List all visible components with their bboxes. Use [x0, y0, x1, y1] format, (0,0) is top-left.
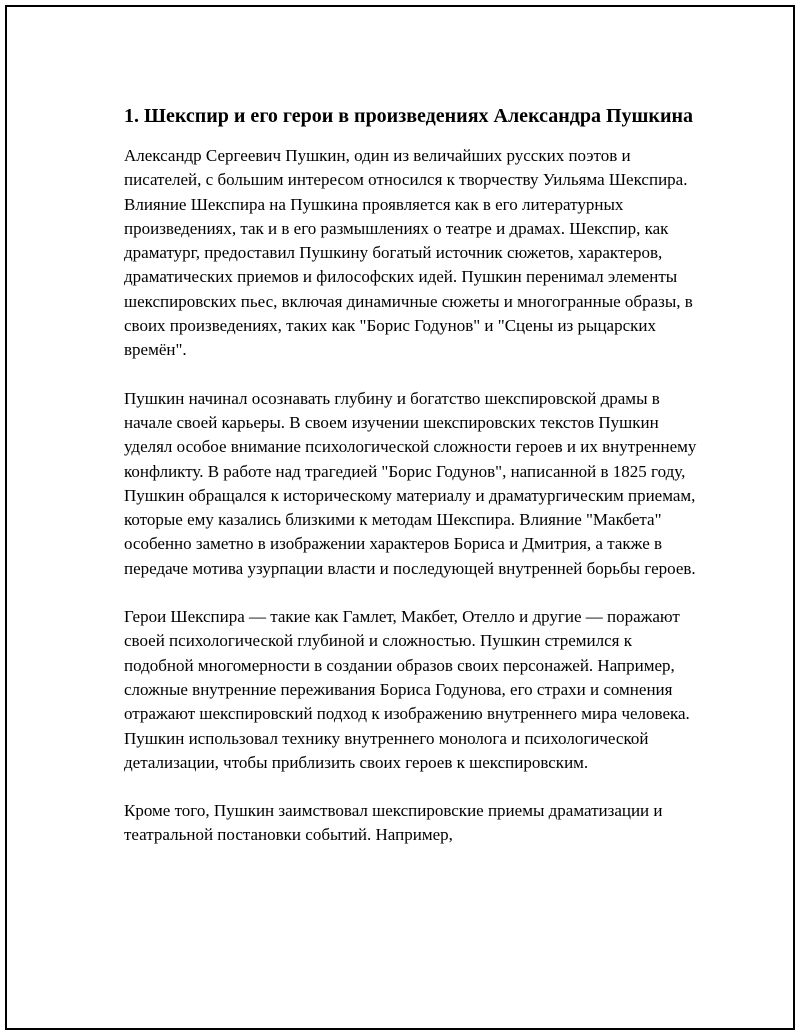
document-body — [124, 103, 699, 872]
document-page — [5, 5, 795, 1030]
paragraph-3: Герои Шекспира — такие как Гамлет, Макбет, Отелло и другие — поражают своей психологической глубиной и сложностью. Пушкин стремился к подобной многомерности в создании образов своих персонажей. Например, сложные внутренние переживания Бориса Годунова, его страхи и сомнения отражают шекспировский подход к изображению внутреннего мира человека. Пушкин использовал технику внутреннего монолога и психологической детализации, чтобы приблизить своих героев к шекспировским. — [124, 607, 690, 772]
paragraph-1: Александр Сергеевич Пушкин, один из величайших русских поэтов и писателей, с большим интересом относился к творчеству Уильяма Шекспира. Влияние Шекспира на Пушкина проявляется как в его литературных произведениях, так и в его размышлениях о театре и драмах. Шекспир, как драматург, предоставил Пушкину богатый источник сюжетов, характеров, драматических приемов и философских идей. Пушкин перенимал элементы шекспировских пьес, включая динамичные сюжеты и многогранные образы, в своих произведениях, таких как "Борис Годунов" и "Сцены из рыцарских времён". — [124, 146, 693, 360]
section-title: 1. Шекспир и его герои в произведениях Александра Пушкина — [124, 105, 693, 127]
paragraph-4: Кроме того, Пушкин заимствовал шекспировские приемы драматизации и театральной постановки событий. Например, — [124, 801, 663, 845]
paragraph-2: Пушкин начинал осознавать глубину и богатство шекспировской драмы в начале своей карьеры. В своем изучении шекспировских текстов Пушкин уделял особое внимание психологической сложности героев и их внутреннему конфликту. В работе над трагедией "Борис Годунов", написанной в 1825 году, Пушкин обращался к историческому материалу и драматургическим приемам, которые ему казались близкими к методам Шекспира. Влияние "Макбета" особенно заметно в изображении характеров Бориса и Дмитрия, а также в передаче мотива узурпации власти и последующей внутренней борьбы героев. — [124, 388, 697, 578]
